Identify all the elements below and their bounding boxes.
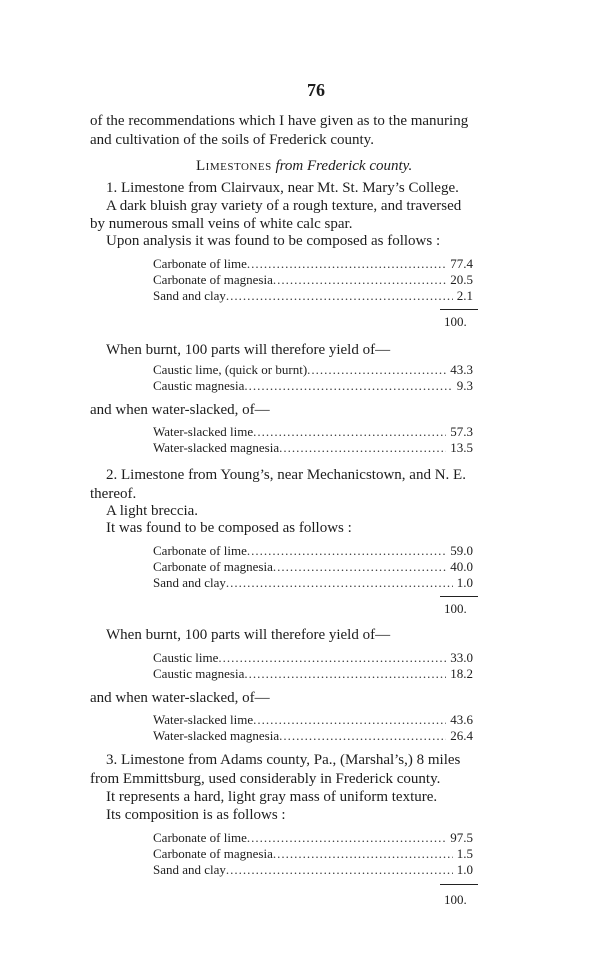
row-value: 77.4 [450,256,473,271]
row-value: 43.6 [450,712,473,727]
s3-title-2: from Emmittsburg, used considerably in Frederick county. [90,771,441,787]
s2-slacked-row-2 [153,728,473,744]
row-value: 2.1 [456,288,473,303]
s1-analysis-intro: Upon analysis it was found to be composed as follows : [106,233,441,249]
intro-line-1: of the recommendations which I have given as to the manuring [90,113,469,129]
page-number: 76 [307,80,325,100]
row-label: Caustic magnesia [153,378,245,393]
s3-desc: It represents a hard, light gray mass of uniform texture. [106,789,438,805]
row-value: 33.0 [450,650,473,665]
row-label: Carbonate of magnesia [153,846,273,861]
s1-burnt-row-2 [153,378,473,394]
heading-italic: from Frederick county. [275,158,413,174]
s1-comp-row-3 [153,288,473,304]
s3-comp-row-1 [153,830,473,846]
intro-line-2: and cultivation of the soils of Frederick county. [90,132,374,148]
row-value: 26.4 [450,728,473,743]
s1-title: 1. Limestone from Clairvaux, near Mt. St. Mary’s College. [106,180,459,196]
s2-title-2: thereof. [90,486,137,502]
row-value: 9.3 [456,378,473,393]
s2-slacked-row-1 [153,712,473,728]
row-label: Water-slacked lime [153,712,254,727]
row-value: 40.0 [450,559,473,574]
row-label: Caustic lime, (quick or burnt) [153,362,308,377]
s2-total: 100. [444,601,467,616]
s3-title-1: 3. Limestone from Adams county, Pa., (Marshal’s,) 8 miles [106,752,461,768]
row-value: 1.5 [456,846,473,861]
s3-total: 100. [444,892,467,907]
s2-desc: A light breccia. [106,503,199,519]
row-value: 20.5 [450,272,473,287]
section-heading [196,158,412,175]
heading-smallcaps: Limestones [196,158,272,174]
row-label: Sand and clay [153,288,226,303]
row-label: Water-slacked lime [153,424,254,439]
s1-burnt-row-1 [153,362,473,378]
s1-desc-2: by numerous small veins of white calc spar. [90,216,353,232]
s1-slacked-intro: and when water-slacked, of— [90,402,270,418]
row-value: 43.3 [450,362,473,377]
s3-comp-row-2 [153,846,473,862]
s2-burnt-intro: When burnt, 100 parts will therefore yield of— [106,627,391,643]
row-label: Water-slacked magnesia [153,728,280,743]
row-value: 18.2 [450,666,473,681]
row-value: 1.0 [456,575,473,590]
s2-total-rule [440,596,478,597]
row-label: Caustic lime [153,650,219,665]
s2-burnt-row-2 [153,666,473,682]
s1-slacked-row-1 [153,424,473,440]
s2-burnt-row-1 [153,650,473,666]
row-value: 97.5 [450,830,473,845]
s1-comp-row-2 [153,272,473,288]
s2-slacked-intro: and when water-slacked, of— [90,690,270,706]
row-label: Carbonate of lime [153,830,247,845]
row-label: Water-slacked magnesia [153,440,280,455]
row-label: Sand and clay [153,862,226,877]
s2-comp-row-3 [153,575,473,591]
s3-analysis-intro: Its composition is as follows : [106,807,286,823]
row-label: Carbonate of magnesia [153,272,273,287]
s1-desc-1: A dark bluish gray variety of a rough texture, and traversed [106,198,462,214]
row-value: 1.0 [456,862,473,877]
s2-comp-row-2 [153,559,473,575]
s3-comp-row-3 [153,862,473,878]
row-label: Sand and clay [153,575,226,590]
row-value: 57.3 [450,424,473,439]
s2-comp-row-1 [153,543,473,559]
row-label: Carbonate of magnesia [153,559,273,574]
row-label: Carbonate of lime [153,256,247,271]
s1-total: 100. [444,314,467,329]
row-label: Carbonate of lime [153,543,247,558]
s1-burnt-intro: When burnt, 100 parts will therefore yield of— [106,342,391,358]
row-value: 13.5 [450,440,473,455]
row-label: Caustic magnesia [153,666,245,681]
row-value: 59.0 [450,543,473,558]
s1-total-rule [440,309,478,310]
s1-slacked-row-2 [153,440,473,456]
s2-analysis-intro: It was found to be composed as follows : [106,520,352,536]
s2-title-1: 2. Limestone from Young’s, near Mechanicstown, and N. E. [106,467,466,483]
s3-total-rule [440,884,478,885]
s1-comp-row-1 [153,256,473,272]
